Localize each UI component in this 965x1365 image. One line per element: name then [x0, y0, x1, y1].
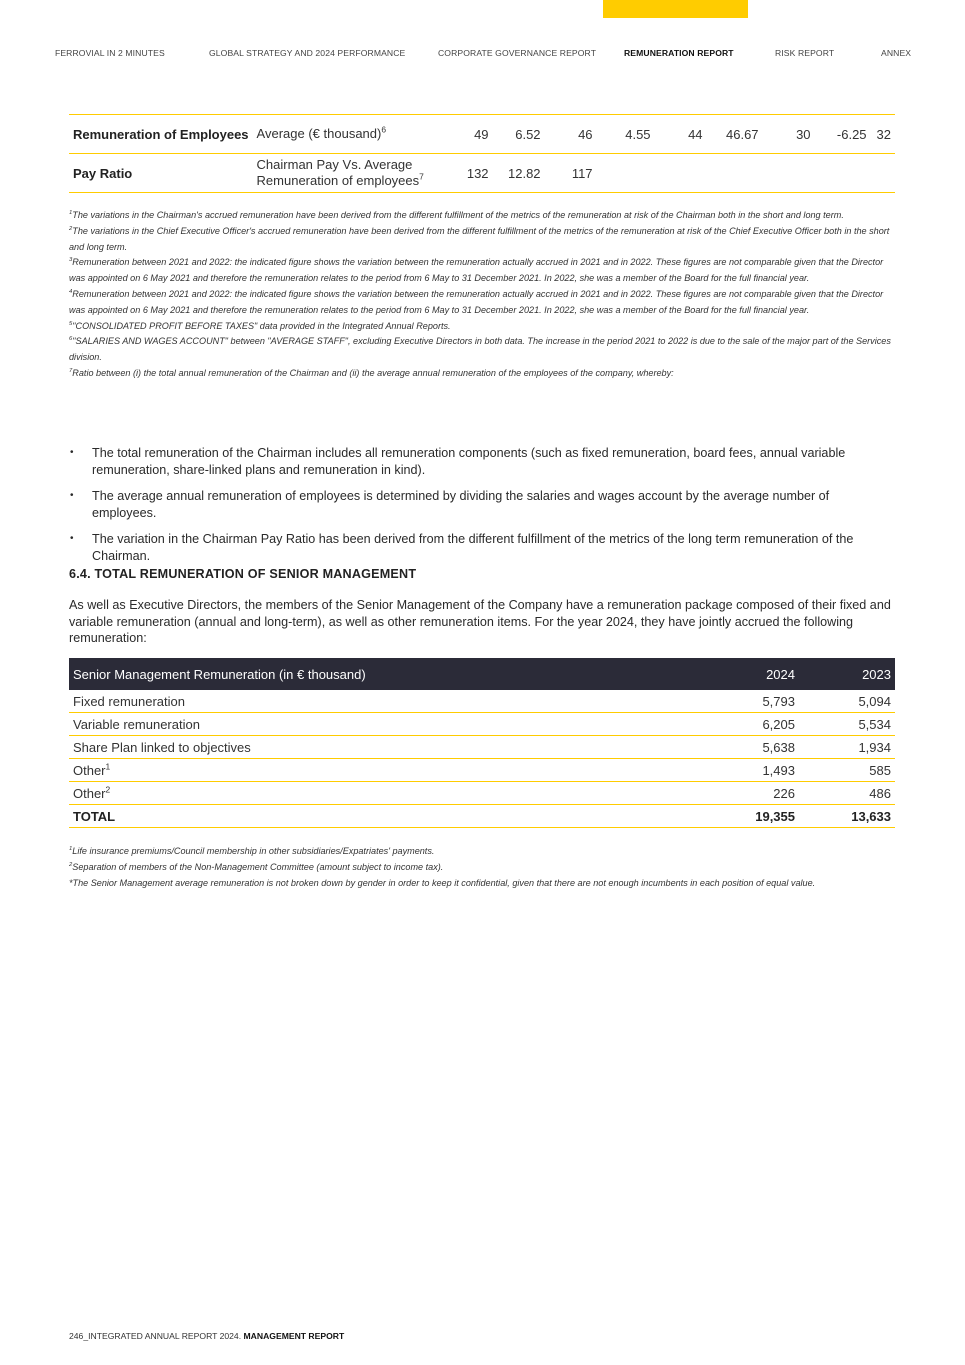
- table-cell: [707, 154, 763, 193]
- top-navigation: [0, 48, 965, 62]
- table-cell: 5,638: [703, 736, 799, 759]
- page-footer: 246_INTEGRATED ANNUAL REPORT 2024. MANAGEMENT REPORT: [69, 1331, 345, 1341]
- footnote: $^6$"SALARIES AND WAGES ACCOUNT" between "AVERAGE STAFF", excluding Executive Directors in both data. The increase in the period 2021 to 2022 is due to the sale of the major part of the Services division.: [69, 336, 891, 363]
- table-footnotes: [69, 208, 895, 382]
- row-description: Average (€ thousand)$^6$: [256, 124, 387, 141]
- remuneration-comparison-table: [69, 114, 895, 193]
- table-cell: 32: [876, 126, 891, 142]
- table-header-row: [69, 658, 895, 690]
- table-cell: 486: [799, 782, 895, 805]
- nav-item-risk-report[interactable]: RISK REPORT: [775, 48, 835, 58]
- table-cell: 13,633: [799, 805, 895, 828]
- table-cell: 12.82: [508, 165, 541, 181]
- row-label: Other$^1$: [69, 759, 703, 782]
- footnote: $^1$Life insurance premiums/Council membership in other subsidiaries/Expatriates' payments.: [69, 845, 435, 856]
- table-cell: 5,534: [799, 713, 895, 736]
- table-row: [69, 154, 895, 193]
- table-cell: 4.55: [625, 126, 651, 142]
- table-cell: [815, 154, 871, 193]
- row-label: Remuneration of Employees: [73, 126, 249, 142]
- footnote: $^4$Remuneration between 2021 and 2022: the indicated figure shows the variation between the remuneration actually accrued in 2021 and in 2022. These figures are not comparable given that the Director was appointed on 6 May 2021 and therefore the remuneration relates to the period from 6 May to 31 December 2021. In 2022, she was a member of the Board for the full financial year.: [69, 288, 884, 315]
- table-cell: 46: [578, 126, 593, 142]
- section-heading: 6.4. TOTAL REMUNERATION OF SENIOR MANAGEMENT: [69, 567, 417, 581]
- table-row: [69, 736, 895, 759]
- table-total-row: [69, 805, 895, 828]
- row-description: Chairman Pay Vs. Average Remuneration of employees$^7$: [256, 157, 424, 188]
- row-label: Fixed remuneration: [69, 690, 703, 713]
- row-label: TOTAL: [69, 805, 703, 828]
- table-cell: [655, 154, 707, 193]
- list-item: • The average annual remuneration of employees is determined by dividing the salaries and wages account by the average number of employees.: [69, 488, 895, 521]
- table-cell: -6.25: [836, 126, 867, 142]
- table-row: [69, 690, 895, 713]
- table-row: [69, 713, 895, 736]
- table-cell: 49: [474, 126, 489, 142]
- table-cell: [763, 154, 815, 193]
- nav-item-global-strategy[interactable]: GLOBAL STRATEGY AND 2024 PERFORMANCE: [209, 48, 406, 58]
- table-row: [69, 782, 895, 805]
- row-label: Share Plan linked to objectives: [69, 736, 703, 759]
- senior-management-remuneration-table: [69, 658, 895, 828]
- column-header-2024: 2024: [703, 658, 799, 690]
- table-cell: 132: [466, 165, 489, 181]
- table-cell: 585: [799, 759, 895, 782]
- pay-ratio-bullet-list: [69, 445, 895, 574]
- table-row: [69, 759, 895, 782]
- footnote: $^1$The variations in the Chairman's accrued remuneration have been derived from the different fulfillment of the metrics of the remuneration at risk of the Chairman both in the short and long term.: [69, 209, 844, 220]
- nav-item-remuneration-report[interactable]: REMUNERATION REPORT: [624, 48, 734, 58]
- table-cell: 6,205: [703, 713, 799, 736]
- nav-item-corporate-governance[interactable]: CORPORATE GOVERNANCE REPORT: [438, 48, 597, 58]
- table-cell: 5,094: [799, 690, 895, 713]
- section-intro-paragraph: As well as Executive Directors, the members of the Senior Management of the Company have a remuneration package composed of their fixed and variable remuneration (annual and long-term), as well as other remuneration items. For the year 2024, they have jointly accrued the following remuneration:: [69, 598, 891, 645]
- list-item: • The variation in the Chairman Pay Ratio has been derived from the different fulfillment of the metrics of the long term remuneration of the Chairman.: [69, 531, 895, 564]
- footnote: $^7$Ratio between (i) the total annual remuneration of the Chairman and (ii) the average annual remuneration of the employees of the company, whereby:: [69, 367, 674, 378]
- active-section-marker: [603, 0, 748, 18]
- table-cell: 1,934: [799, 736, 895, 759]
- column-header-label: Senior Management Remuneration (in € thousand): [69, 658, 703, 690]
- footnote: $^3$Remuneration between 2021 and 2022: the indicated figure shows the variation between the remuneration actually accrued in 2021 and in 2022. These figures are not comparable given that the Director was appointed on 6 May 2021 and therefore the remuneration relates to the period from 6 May to 31 December 2021. In 2022, she was a member of the Board for the full financial year.: [69, 257, 884, 284]
- table-row: [69, 115, 895, 154]
- table-cell: 30: [796, 126, 811, 142]
- row-label: Other$^2$: [69, 782, 703, 805]
- table-cell: 19,355: [703, 805, 799, 828]
- table-cell: 44: [688, 126, 703, 142]
- table-cell: 226: [703, 782, 799, 805]
- footnote: $^2$Separation of members of the Non-Management Committee (amount subject to income tax).: [69, 861, 444, 872]
- footnote: $^2$The variations in the Chief Executive Officer's accrued remuneration have been derived from the different fulfillment of the metrics of the remuneration at risk of the Chief Executive Officer both in the short and long term.: [69, 225, 890, 252]
- nav-item-ferrovial-in-2-minutes[interactable]: FERROVIAL IN 2 MINUTES: [55, 48, 165, 58]
- row-label: Variable remuneration: [69, 713, 703, 736]
- table-cell: 46.67: [726, 126, 759, 142]
- footnote: *The Senior Management average remuneration is not broken down by gender in order to keep it confidential, given that there are not enough incumbents in each position of equal value.: [69, 877, 816, 888]
- row-label: Pay Ratio: [73, 165, 133, 181]
- table-cell: 1,493: [703, 759, 799, 782]
- footnote: $^5$"CONSOLIDATED PROFIT BEFORE TAXES" data provided in the Integrated Annual Reports.: [69, 320, 451, 331]
- table-cell: [871, 154, 895, 193]
- nav-item-annex[interactable]: ANNEX: [881, 48, 912, 58]
- table-cell: [597, 154, 655, 193]
- table-cell: 117: [571, 165, 593, 181]
- table-cell: 5,793: [703, 690, 799, 713]
- list-item: • The total remuneration of the Chairman includes all remuneration components (such as fixed remuneration, board fees, annual variable remuneration, share-linked plans and remuneration in kind).: [69, 445, 895, 478]
- table-cell: 6.52: [515, 126, 541, 142]
- column-header-2023: 2023: [799, 658, 895, 690]
- senior-table-footnotes: [69, 844, 895, 891]
